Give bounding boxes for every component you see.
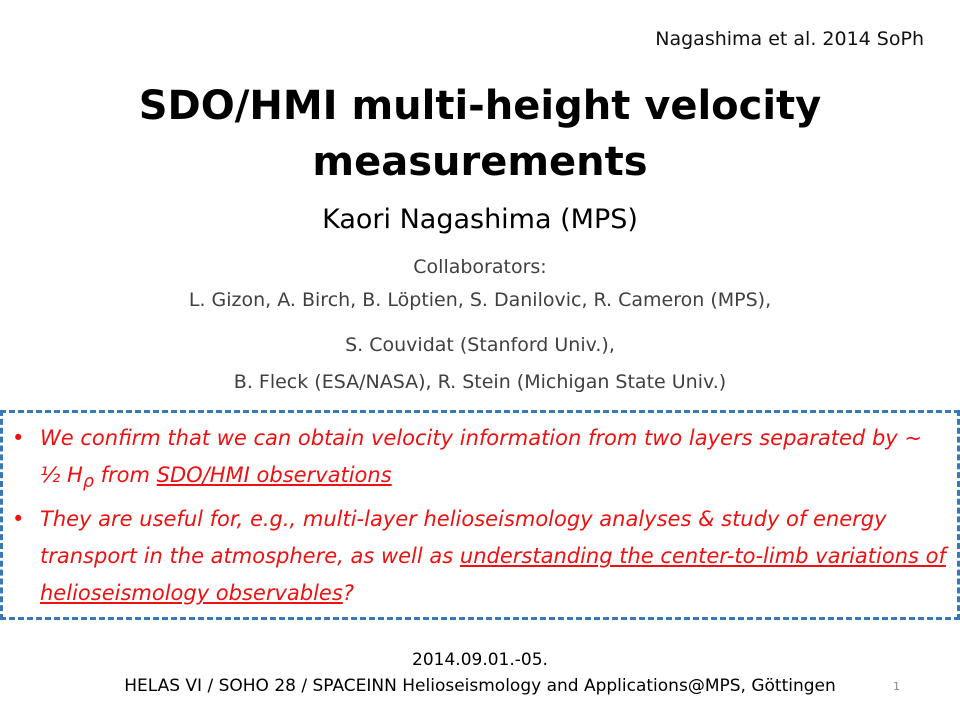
collaborators-label: Collaborators: [413, 256, 547, 278]
conclusion-list [12, 420, 947, 612]
bullet-2-end: ? [342, 581, 354, 606]
title-line-1: SDO/HMI multi-height velocity [138, 83, 822, 129]
conclusion-bullet-1 [12, 420, 947, 501]
page-number: 1 [893, 680, 900, 693]
bullet-icon: • [12, 507, 25, 532]
reference-citation: Nagashima et al. 2014 SoPh [655, 28, 924, 50]
highlight-box-left-edge [0, 410, 6, 620]
bullet-icon: • [12, 426, 25, 450]
formula-main: ∼ ¹⁄₂ H [40, 426, 922, 487]
slide-title [0, 78, 960, 190]
bullet-2-text: They are useful for, e.g., multi-layer helioseismology analyses & study of energy transport in the atmosphere, as well as [40, 507, 887, 569]
author-name: Kaori Nagashima (MPS) [322, 204, 638, 235]
highlight-box-right-edge [954, 410, 960, 620]
conference-date: 2014.09.01.-05. [412, 650, 548, 670]
formula-subscript: ρ [82, 472, 94, 493]
center-to-limb-link[interactable]: understanding the center-to-limb variations of helioseismology observables [40, 544, 946, 606]
title-line-2: measurements [312, 139, 648, 185]
conference-name: HELAS VI / SOHO 28 / SPACEINN Helioseismology and Applications@MPS, Göttingen [124, 676, 836, 696]
hmi-observations-link[interactable]: SDO/HMI observations [156, 463, 392, 487]
collaborators-line-1: L. Gizon, A. Birch, B. Löptien, S. Danilovic, R. Cameron (MPS), [188, 289, 772, 311]
bullet-1-from: from [100, 463, 150, 487]
conclusion-bullet-2 [12, 501, 947, 612]
collaborators-line-3: B. Fleck (ESA/NASA), R. Stein (Michigan State Univ.) [233, 371, 727, 393]
bullet-1-text: We confirm that we can obtain velocity information from two layers separated by [40, 426, 898, 450]
collaborators-line-2: S. Couvidat (Stanford Univ.), [345, 334, 615, 356]
